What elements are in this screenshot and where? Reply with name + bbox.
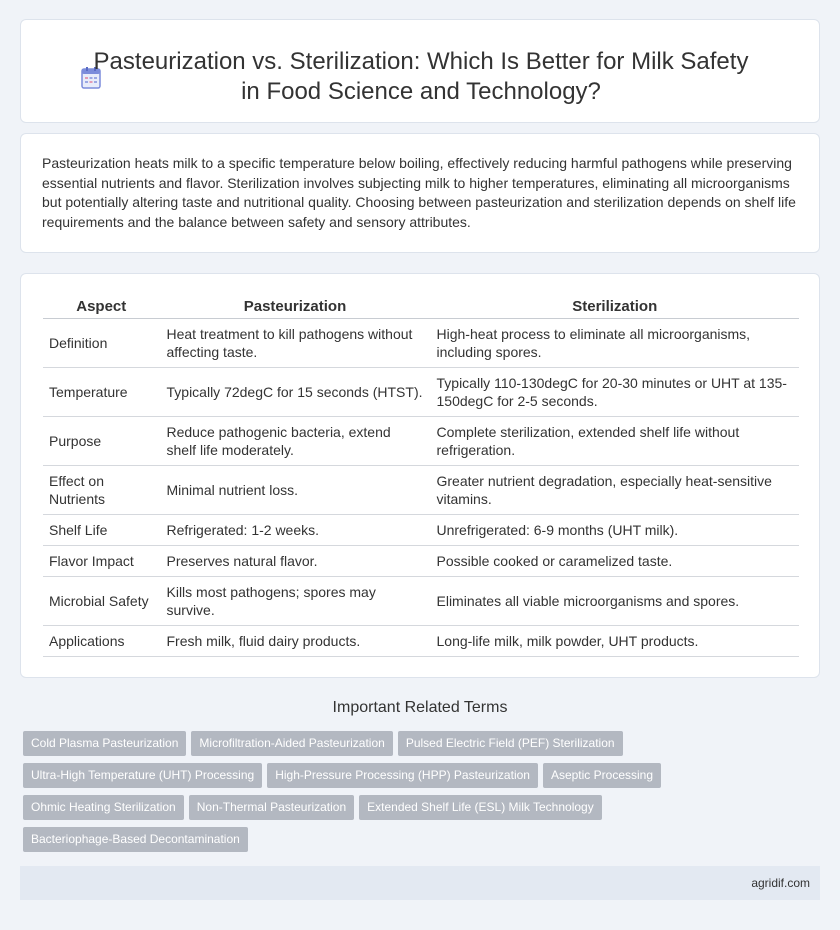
intro-card	[20, 133, 820, 253]
related-term-tag[interactable]: Cold Plasma Pasteurization	[23, 731, 186, 756]
cell-pasteurization: Heat treatment to kill pathogens without affecting taste.	[160, 318, 430, 367]
cell-sterilization: Greater nutrient degradation, especially heat-sensitive vitamins.	[430, 465, 799, 514]
cell-sterilization: Possible cooked or caramelized taste.	[430, 545, 799, 576]
cell-pasteurization: Preserves natural flavor.	[160, 545, 430, 576]
cell-aspect: Purpose	[43, 416, 160, 465]
table-row	[43, 318, 799, 367]
related-term-tag[interactable]: Extended Shelf Life (ESL) Milk Technology	[359, 795, 602, 820]
cell-sterilization: High-heat process to eliminate all microorganisms, including spores.	[430, 318, 799, 367]
related-term-tag[interactable]: High-Pressure Processing (HPP) Pasteurization	[267, 763, 538, 788]
cell-aspect: Shelf Life	[43, 514, 160, 545]
related-term-tag[interactable]: Microfiltration-Aided Pasteurization	[191, 731, 392, 756]
related-term-tag[interactable]: Bacteriophage-Based Decontamination	[23, 827, 248, 852]
header-aspect: Aspect	[43, 296, 160, 318]
cell-sterilization: Typically 110-130degC for 20-30 minutes or UHT at 135-150degC for 2-5 seconds.	[430, 367, 799, 416]
table-row	[43, 416, 799, 465]
cell-sterilization: Eliminates all viable microorganisms and spores.	[430, 576, 799, 625]
cell-aspect: Definition	[43, 318, 160, 367]
related-terms-heading: Important Related Terms	[332, 699, 508, 716]
table-row	[43, 465, 799, 514]
cell-pasteurization: Minimal nutrient loss.	[160, 465, 430, 514]
table-row	[43, 545, 799, 576]
table-header-row	[43, 296, 799, 318]
related-term-tag[interactable]: Ohmic Heating Sterilization	[23, 795, 184, 820]
related-terms-list	[23, 731, 823, 859]
related-term-tag[interactable]: Aseptic Processing	[543, 763, 661, 788]
table-row	[43, 576, 799, 625]
footer-site-link[interactable]: agridif.com	[751, 876, 810, 890]
cell-pasteurization: Reduce pathogenic bacteria, extend shelf life moderately.	[160, 416, 430, 465]
cell-aspect: Effect on Nutrients	[43, 465, 160, 514]
cell-sterilization: Unrefrigerated: 6-9 months (UHT milk).	[430, 514, 799, 545]
footer	[20, 866, 820, 900]
page-title: Pasteurization vs. Sterilization: Which Is Better for Milk Safety in Food Science and Technology?	[93, 48, 749, 105]
table-row	[43, 625, 799, 656]
comparison-card	[20, 273, 820, 678]
header-sterilization: Sterilization	[430, 296, 799, 318]
table-row	[43, 367, 799, 416]
cell-aspect: Applications	[43, 625, 160, 656]
cell-pasteurization: Kills most pathogens; spores may survive.	[160, 576, 430, 625]
table-row	[43, 514, 799, 545]
related-term-tag[interactable]: Non-Thermal Pasteurization	[189, 795, 354, 820]
cell-pasteurization: Fresh milk, fluid dairy products.	[160, 625, 430, 656]
cell-sterilization: Complete sterilization, extended shelf life without refrigeration.	[430, 416, 799, 465]
cell-aspect: Microbial Safety	[43, 576, 160, 625]
cell-sterilization: Long-life milk, milk powder, UHT products.	[430, 625, 799, 656]
cell-pasteurization: Refrigerated: 1-2 weeks.	[160, 514, 430, 545]
related-term-tag[interactable]: Pulsed Electric Field (PEF) Sterilization	[398, 731, 623, 756]
cell-aspect: Flavor Impact	[43, 545, 160, 576]
related-term-tag[interactable]: Ultra-High Temperature (UHT) Processing	[23, 763, 262, 788]
intro-text: Pasteurization heats milk to a specific temperature below boiling, effectively reducing harmful pathogens while preserving essential nutrients and flavor. Sterilization involves subjecting milk to higher temperatures, eliminating all microorganisms but potentially altering taste and nutritional quality. Choosing between pasteurization and sterilization depends on shelf life requirements and the balance between safety and sensory attributes.	[42, 155, 796, 230]
cell-pasteurization: Typically 72degC for 15 seconds (HTST).	[160, 367, 430, 416]
cell-aspect: Temperature	[43, 367, 160, 416]
title-card	[20, 19, 820, 123]
header-pasteurization: Pasteurization	[160, 296, 430, 318]
comparison-table	[43, 296, 799, 657]
